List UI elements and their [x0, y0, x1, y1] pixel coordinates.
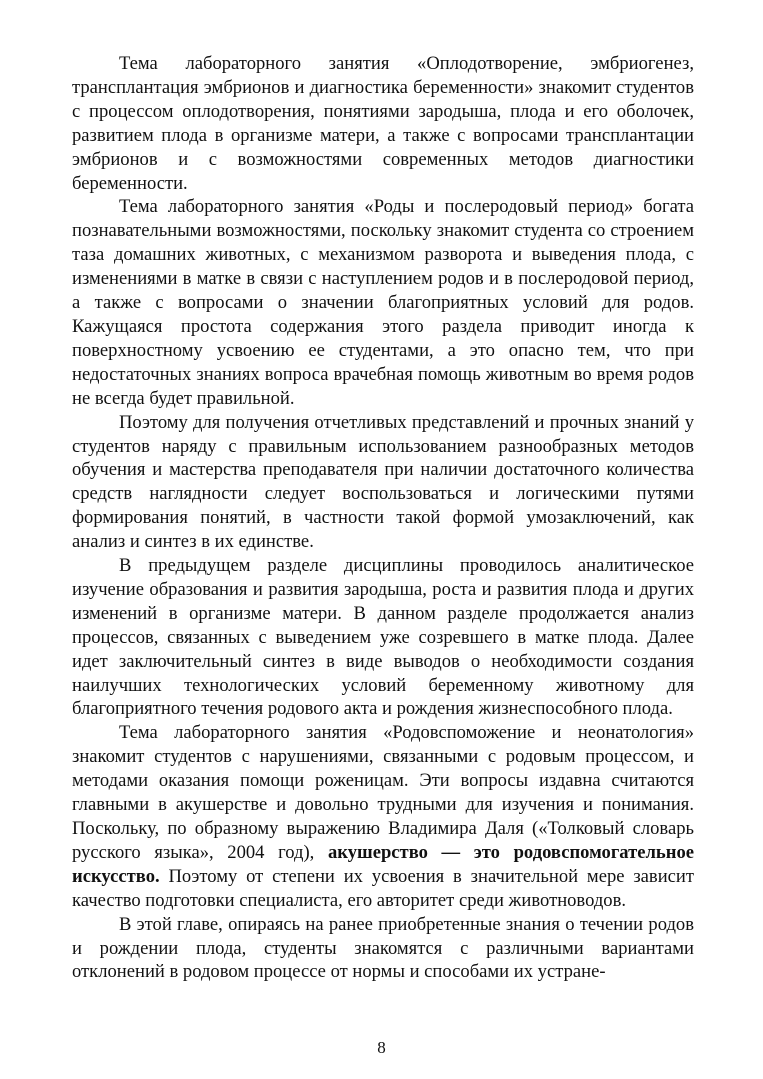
paragraph-5-text-end: Поэтому от степени их усвоения в значительной мере зависит качество подготовки специалиста, его авторитет среди животноводов.: [72, 865, 694, 911]
paragraph-5-bold-definition: акушерство — это родовспомогательное искусство.: [72, 841, 695, 887]
paragraph-4: В предыдущем разделе дисциплины проводилось аналитическое изучение образования и развития зародыша, роста и развития плода и других изменений в организме матери. В данном разделе продолжается анализ процессов, связанных с выведением уже созревшего в матке плода. Далее идет заключительный синтез в виде выводов о необходимости создания наилучших технологических условий беременному животному для благоприятного течения родового акта и рождения жизнеспособного плода.: [72, 555, 694, 720]
paragraph-6: В этой главе, опираясь на ранее приобретенные знания о течении родов и рождении плода, студенты знакомятся с различными вариантами отклонений в родовом процессе от нормы и способами их устране-: [72, 913, 694, 983]
paragraph-5: [72, 721, 694, 912]
paragraph-2: Тема лабораторного занятия «Роды и послеродовый период» богата познавательными возможностями, поскольку знакомит студента со строением таза домашних животных, с механизмом разворота и выведения плода, с изменениями в матке в связи с наступлением родов и в послеродовой период, а также с вопросами о значении благоприятных условий для родов. Кажущаяся простота содержания этого раздела приводит иногда к поверхностному усвоению ее студентами, а это опасно тем, что при недостаточных знаниях вопроса врачебная помощь животным во время родов не всегда будет правильной.: [72, 196, 694, 409]
document-body: [72, 52, 694, 984]
paragraph-3: Поэтому для получения отчетливых представлений и прочных знаний у студентов наряду с правильным использованием разнообразных методов обучения и мастерства преподавателя при наличии достаточного количества средств наглядности следует воспользоваться и логическими путями формирования понятий, в частности такой формой умозаключений, как анализ и синтез в их единстве.: [72, 411, 694, 553]
paragraph-5-text-start: Тема лабораторного занятия «Родовспоможение и неонатология» знакомит студентов с нарушениями, связанными с родовым процессом, и методами оказания помощи роженицам. Эти вопросы издавна считаются главными в акушерстве и довольно трудными для изучения и понимания. Поскольку, по образному выражению Владимира Даля («Толковый словарь русского языка», 2004 год),: [72, 722, 694, 863]
paragraph-1: Тема лабораторного занятия «Оплодотворение, эмбриогенез, трансплантация эмбрионов и диагностика беременности» знакомит студентов с процессом оплодотворения, понятиями зародыша, плода и его оболочек, развитием плода в организме матери, а также с вопросами трансплантации эмбрионов и с возможностями современных методов диагностики беременности.: [72, 53, 694, 194]
page-number: 8: [377, 1038, 386, 1057]
